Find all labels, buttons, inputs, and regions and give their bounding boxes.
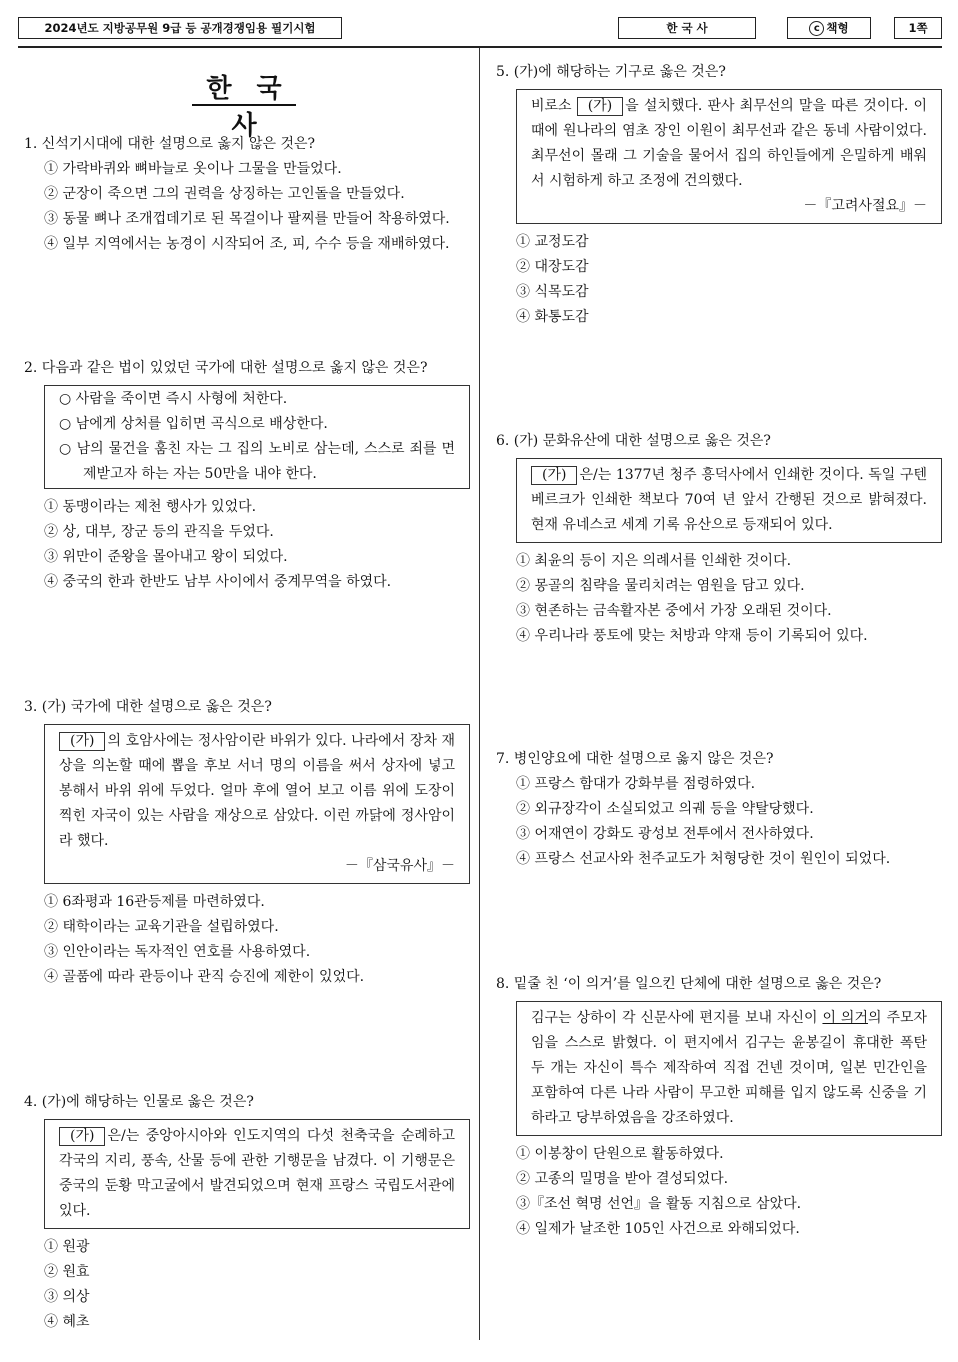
- source-box: [516, 89, 942, 224]
- law-box: [44, 385, 470, 489]
- law-item: ○ 남의 물건을 훔친 자는 그 집의 노비로 삼는데, 스스로 죄를 면제받고자 하는 자는 50만을 내야 한다.: [59, 441, 455, 482]
- header-divider: [18, 46, 942, 48]
- source-citation: －『삼국유사』－: [344, 858, 455, 874]
- question-stem: 6. (가) 문화유산에 대한 설명으로 옳은 것은?: [496, 433, 771, 449]
- option[interactable]: ② 몽골의 침략을 물리치려는 염원을 담고 있다.: [516, 578, 805, 594]
- subject-title: 한 국 사: [206, 74, 290, 141]
- option[interactable]: ② 대장도감: [516, 259, 589, 275]
- option[interactable]: ① 6좌평과 16관등제를 마련하였다.: [44, 894, 265, 910]
- option[interactable]: ① 이봉창이 단원으로 활동하였다.: [516, 1146, 724, 1162]
- question-stem: 7. 병인양요에 대한 설명으로 옳지 않은 것은?: [496, 751, 774, 767]
- source-box: [516, 1001, 942, 1136]
- source-box: [44, 724, 470, 884]
- option[interactable]: ④ 화통도감: [516, 309, 589, 325]
- question-stem: 4. (가)에 해당하는 인물로 옳은 것은?: [24, 1094, 254, 1110]
- question-7: [496, 747, 942, 872]
- option[interactable]: ① 가락바퀴와 뼈바늘로 옷이나 그물을 만들었다.: [44, 161, 342, 177]
- blank-marker: (가): [59, 1127, 105, 1146]
- option[interactable]: ④ 일부 지역에서는 농경이 시작되어 조, 피, 수수 등을 재배하였다.: [44, 236, 450, 252]
- option[interactable]: ③ 어재연이 강화도 광성보 전투에서 전사하였다.: [516, 826, 814, 842]
- option[interactable]: ① 최윤의 등이 지은 의례서를 인쇄한 것이다.: [516, 553, 792, 569]
- option[interactable]: ② 상, 대부, 장군 등의 관직을 두었다.: [44, 524, 274, 540]
- option[interactable]: ② 군장이 죽으면 그의 권력을 상징하는 고인돌을 만들었다.: [44, 186, 405, 202]
- question-4: [24, 1090, 470, 1335]
- source-text: 의 주모자임을 스스로 밝혔다. 이 편지에서 김구는 윤봉길이 휴대한 폭탄 두 개는 자신이 특수 제작하여 직접 건넨 것이며, 일본 민간인을 포함하여 다른 나라 사람이 무고한 피해를 입지 않도록 신중을 기하라고 당부하였음을 강조하였다.: [531, 1010, 928, 1126]
- source-text-pre: 김구는 상하이 각 신문사에 편지를 보내 자신이: [531, 1010, 823, 1026]
- source-text: 은/는 중앙아시아와 인도지역의 다섯 천축국을 순례하고 각국의 지리, 풍속, 산물 등에 관한 기행문을 남겼다. 이 기행문은 중국의 둔황 막고굴에서 발견되었으며 현재 프랑스 국립도서관에 있다.: [59, 1128, 455, 1219]
- option[interactable]: ① 원광: [44, 1239, 90, 1255]
- source-text-pre: 비로소: [531, 98, 577, 114]
- question-6: [496, 429, 942, 649]
- option[interactable]: ① 교정도감: [516, 234, 589, 250]
- option[interactable]: ③ 동물 뼈나 조개껍데기로 된 목걸이나 팔찌를 만들어 착용하였다.: [44, 211, 450, 227]
- option[interactable]: ④ 골품에 따라 관등이나 관직 승진에 제한이 있었다.: [44, 969, 365, 985]
- question-stem: 3. (가) 국가에 대한 설명으로 옳은 것은?: [24, 699, 272, 715]
- column-divider: [479, 48, 480, 1340]
- source-text: 을 설치했다. 판사 최무선의 말을 따른 것이다. 이때에 원나라의 염초 장인 이원이 최무선과 같은 동네 사람이었다. 최무선이 몰래 그 기술을 물어서 집의 하인들에게 은밀하게 배워서 시험하게 하고 조정에 건의했다.: [531, 98, 927, 189]
- question-3: [24, 695, 470, 990]
- option[interactable]: ① 프랑스 함대가 강화부를 점령하였다.: [516, 776, 756, 792]
- source-text: 의 호암사에는 정사암이란 바위가 있다. 나라에서 장차 재상을 의논할 때에 뽑을 후보 서너 명의 이름을 써서 상자에 넣고 봉해서 바위 위에 두었다. 얼마 후에 열어 보고 이름 위에 도장이 찍힌 자국이 있는 사람을 재상으로 삼았다. 이런 까닭에 정사암이라 했다.: [59, 733, 455, 849]
- question-1: [24, 132, 470, 257]
- exam-title: 2024년도 지방공무원 9급 등 공개경쟁임용 필기시험: [18, 17, 342, 39]
- header-subject: 한 국 사: [618, 17, 756, 39]
- question-stem: 8. 밑줄 친 ‘이 의거’를 일으킨 단체에 대한 설명으로 옳은 것은?: [496, 976, 882, 992]
- page-header: [0, 0, 958, 50]
- option[interactable]: ② 원효: [44, 1264, 90, 1280]
- question-stem: 5. (가)에 해당하는 기구로 옳은 것은?: [496, 64, 726, 80]
- subject-underline: [192, 104, 296, 106]
- option[interactable]: ④ 일제가 날조한 105인 사건으로 와해되었다.: [516, 1221, 800, 1237]
- option[interactable]: ④ 우리나라 풍토에 맞는 처방과 약재 등이 기록되어 있다.: [516, 628, 868, 644]
- option[interactable]: ③ 식목도감: [516, 284, 589, 300]
- underlined-term: 이 의거: [822, 1010, 868, 1026]
- option[interactable]: ③ 의상: [44, 1289, 90, 1305]
- question-stem: 1. 신석기시대에 대한 설명으로 옳지 않은 것은?: [24, 136, 315, 152]
- blank-marker: (가): [531, 466, 577, 485]
- source-box: [44, 1119, 470, 1229]
- option[interactable]: ④ 혜초: [44, 1314, 90, 1330]
- blank-marker: (가): [59, 732, 105, 751]
- question-5: [496, 60, 942, 330]
- blank-marker: (가): [577, 97, 623, 116]
- question-stem: 2. 다음과 같은 법이 있었던 국가에 대한 설명으로 옳지 않은 것은?: [24, 360, 428, 376]
- booklet-type: [787, 17, 871, 39]
- law-item: ○ 사람을 죽이면 즉시 사형에 처한다.: [59, 391, 288, 407]
- law-item: ○ 남에게 상처를 입히면 곡식으로 배상한다.: [59, 416, 328, 432]
- option[interactable]: ③ 인안이라는 독자적인 연호를 사용하였다.: [44, 944, 311, 960]
- option[interactable]: ③ 위만이 준왕을 몰아내고 왕이 되었다.: [44, 549, 288, 565]
- source-text: 은/는 1377년 청주 흥덕사에서 인쇄한 것이다. 독일 구텐베르크가 인쇄한 책보다 70여 년 앞서 간행된 것으로 밝혀졌다. 현재 유네스코 세계 기록 유산으로 등재되어 있다.: [531, 467, 927, 533]
- type-label: 책형: [826, 21, 849, 35]
- option[interactable]: ② 고종의 밀명을 받아 결성되었다.: [516, 1171, 729, 1187]
- option[interactable]: ③ 현존하는 금속활자본 중에서 가장 오래된 것이다.: [516, 603, 832, 619]
- option[interactable]: ② 외규장각이 소실되었고 의궤 등을 약탈당했다.: [516, 801, 814, 817]
- option[interactable]: ④ 중국의 한과 한반도 남부 사이에서 중계무역을 하였다.: [44, 574, 392, 590]
- option[interactable]: ③『조선 혁명 선언』을 활동 지침으로 삼았다.: [516, 1196, 802, 1212]
- page-number: 1쪽: [894, 17, 942, 39]
- question-8: [496, 972, 942, 1242]
- option[interactable]: ① 동맹이라는 제천 행사가 있었다.: [44, 499, 257, 515]
- option[interactable]: ② 태학이라는 교육기관을 설립하였다.: [44, 919, 279, 935]
- question-2: [24, 356, 470, 595]
- option[interactable]: ④ 프랑스 선교사와 천주교도가 처형당한 것이 원인이 되었다.: [516, 851, 891, 867]
- type-mark: c: [809, 21, 824, 36]
- source-citation: －『고려사절요』－: [803, 198, 927, 214]
- source-box: [516, 458, 942, 543]
